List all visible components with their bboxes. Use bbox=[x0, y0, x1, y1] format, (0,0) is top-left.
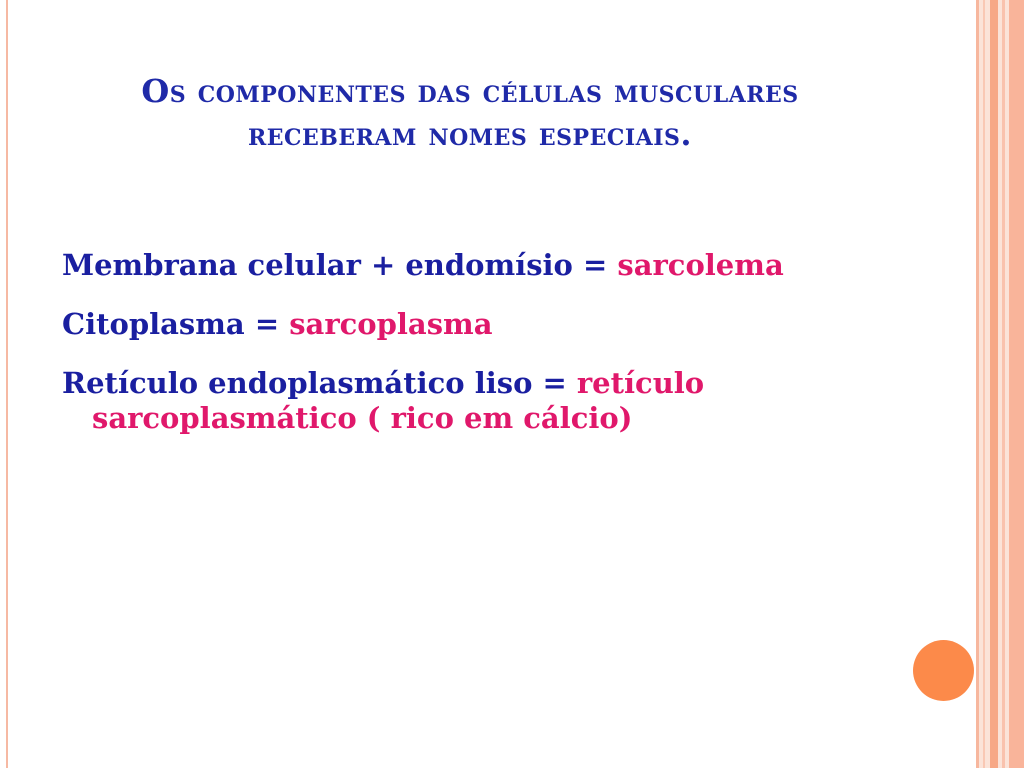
slide-body bbox=[62, 248, 942, 460]
decorative-stripe bbox=[1009, 0, 1024, 768]
slide-title: Os componentes das células musculares receberam nomes especiais. bbox=[141, 72, 799, 153]
definition-term: sarcolema bbox=[617, 248, 784, 282]
decorative-circle bbox=[913, 640, 974, 701]
decorative-stripe bbox=[1002, 0, 1005, 768]
definition-text: Citoplasma = bbox=[62, 307, 290, 341]
definition-line-1 bbox=[62, 248, 942, 283]
definition-line-3 bbox=[62, 366, 942, 436]
definition-line-2 bbox=[62, 307, 942, 342]
definition-text: Membrana celular + endomísio = bbox=[62, 248, 618, 282]
definition-term: retículo sarcoplasmático ( rico em cálcio) bbox=[92, 366, 705, 435]
decorative-stripe bbox=[990, 0, 998, 768]
left-border-rule bbox=[6, 0, 8, 768]
decorative-stripe bbox=[983, 0, 985, 768]
definition-text: Retículo endoplasmático liso = bbox=[62, 366, 577, 400]
definition-term: sarcoplasma bbox=[289, 307, 493, 341]
decorative-stripe bbox=[976, 0, 979, 768]
